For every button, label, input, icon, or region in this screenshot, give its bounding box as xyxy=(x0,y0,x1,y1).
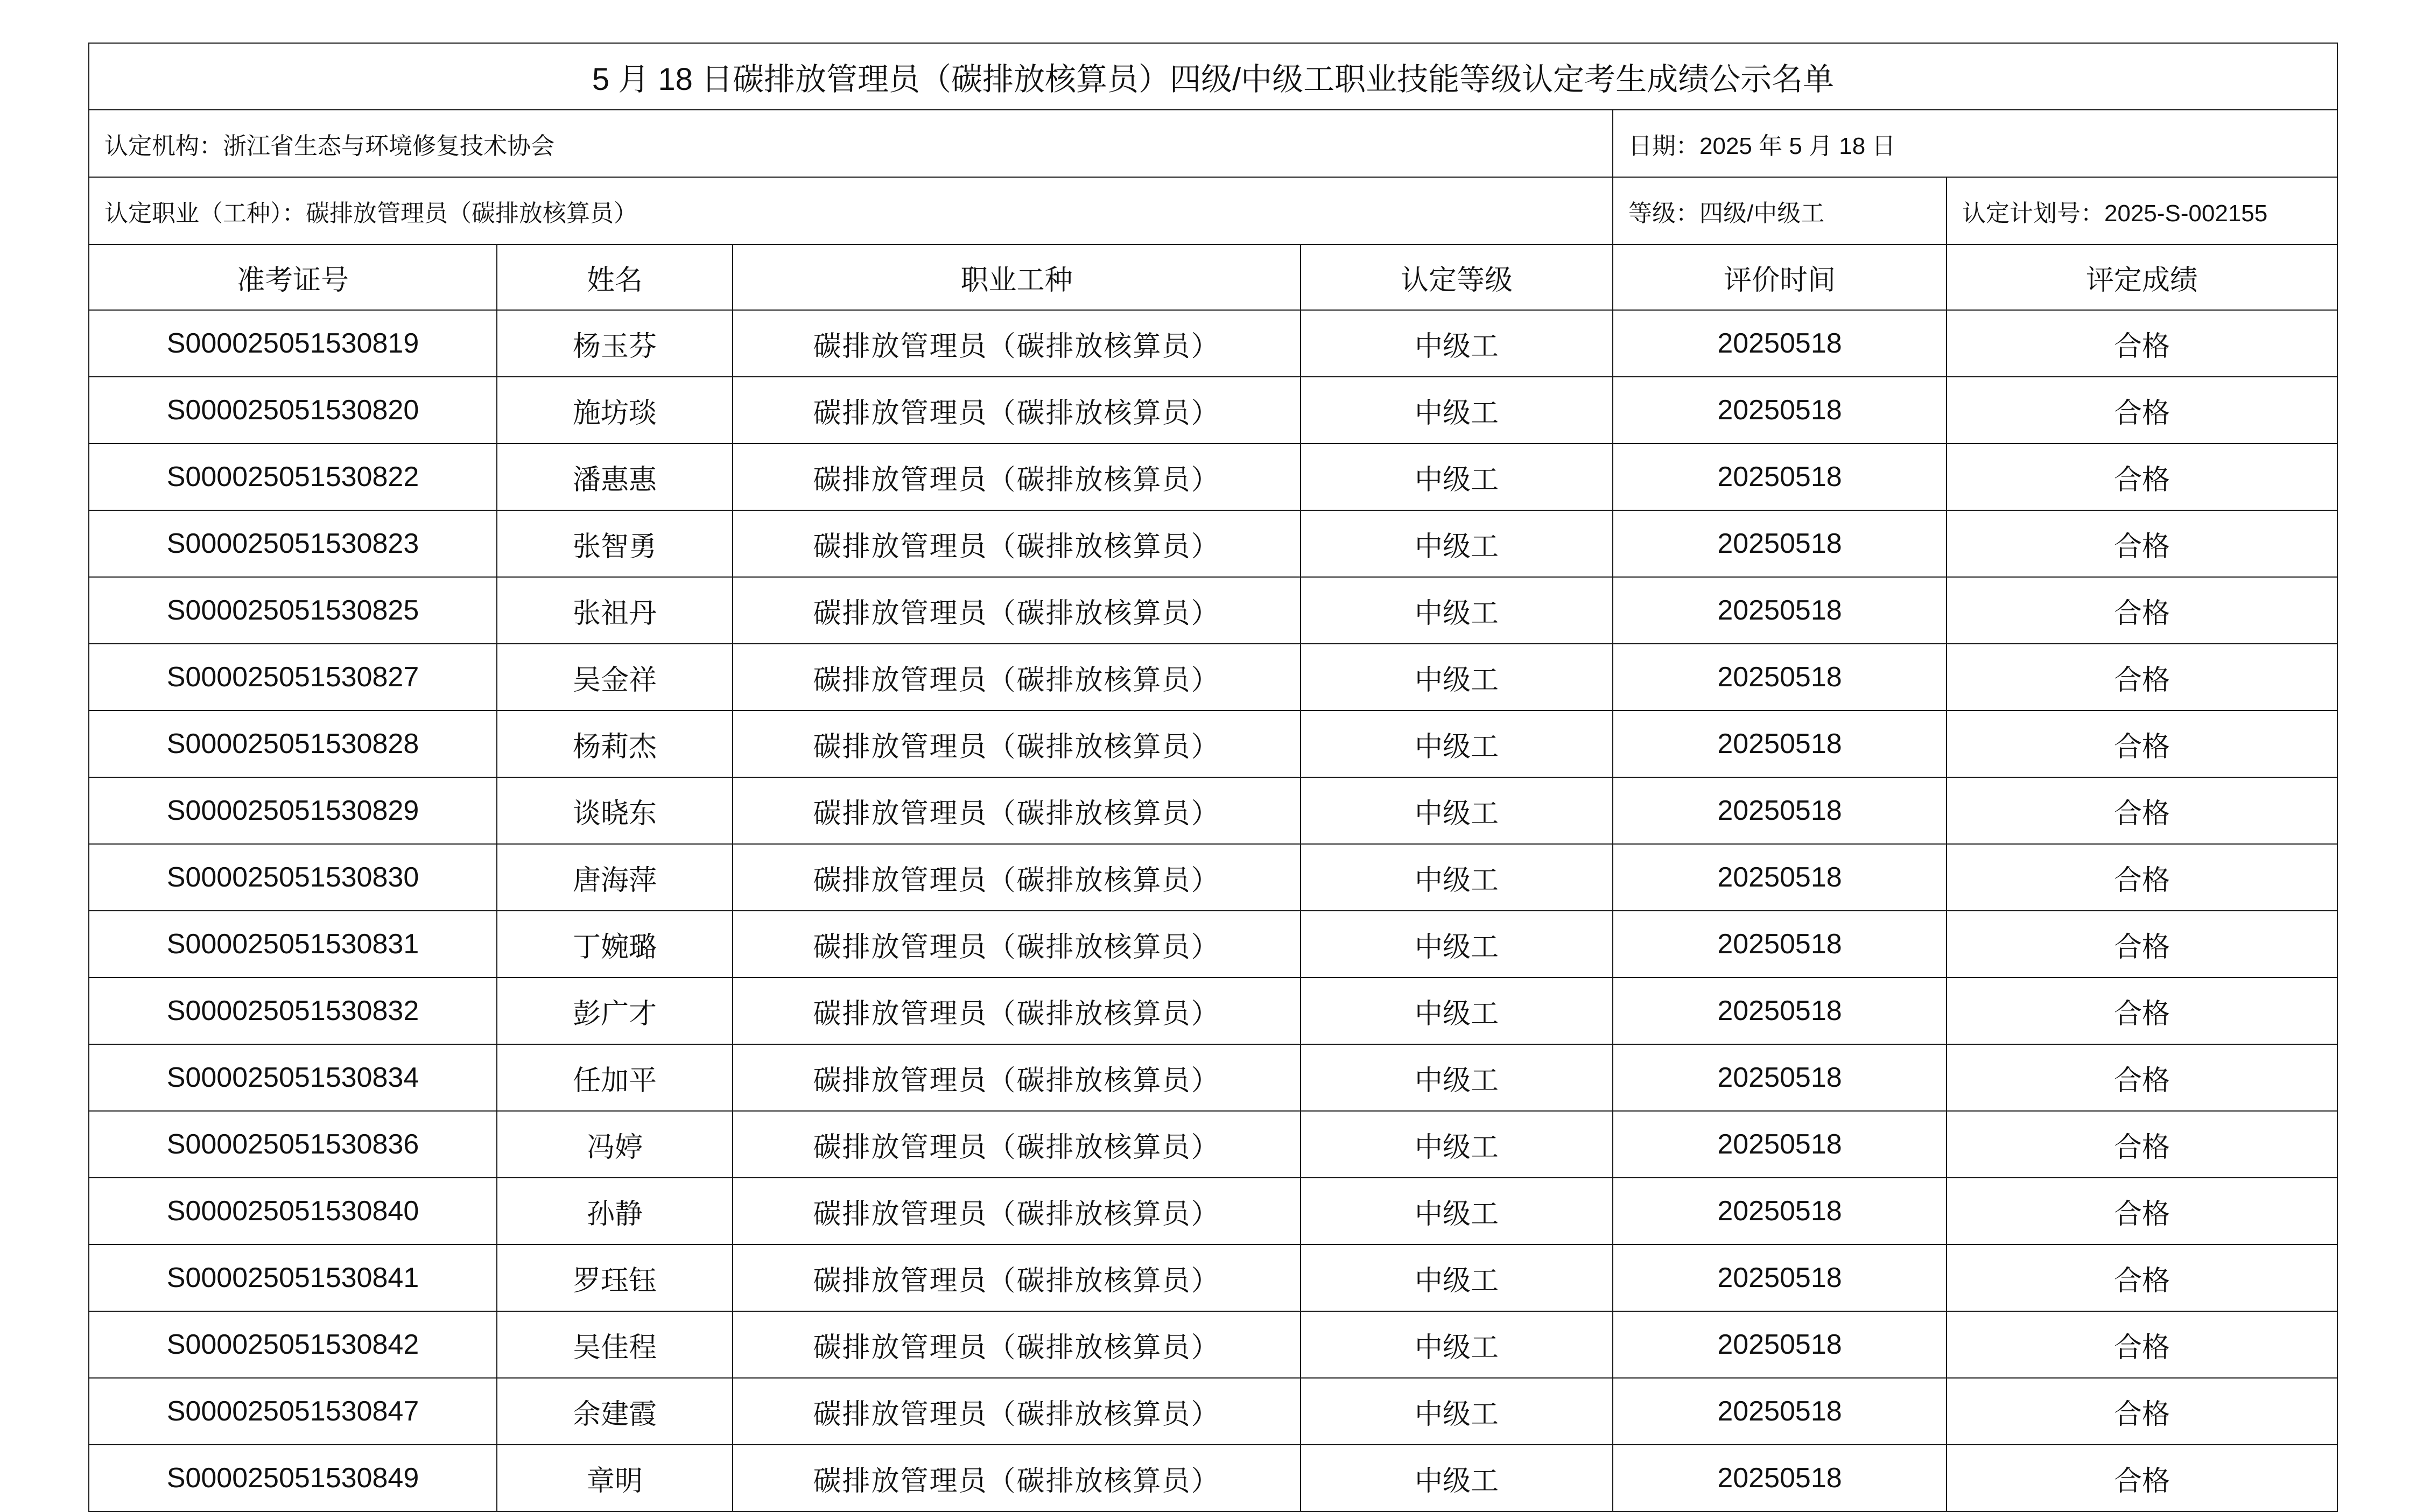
candidate-name-cell: 罗珏钰 xyxy=(497,1244,733,1311)
table-row xyxy=(89,1244,2337,1311)
level-cell: 中级工 xyxy=(1301,1311,1613,1378)
level-cell: 中级工 xyxy=(1301,1445,1613,1511)
ticket-number-cell: S000025051530832 xyxy=(89,977,497,1044)
level-cell: 中级工 xyxy=(1301,1178,1613,1244)
candidate-name-cell: 张祖丹 xyxy=(497,577,733,644)
evaluation-time-cell: 20250518 xyxy=(1613,711,1947,777)
level-cell: 中级工 xyxy=(1301,510,1613,577)
occupation-cell: 碳排放管理员（碳排放核算员） xyxy=(733,911,1301,977)
header-level: 认定等级 xyxy=(1301,244,1613,310)
table-row xyxy=(89,911,2337,977)
result-cell: 合格 xyxy=(1947,1445,2337,1511)
meta-row-occupation xyxy=(89,177,2337,244)
evaluation-time-cell: 20250518 xyxy=(1613,377,1947,444)
evaluation-time-cell: 20250518 xyxy=(1613,444,1947,510)
level-cell: 中级工 xyxy=(1301,1111,1613,1178)
result-cell: 合格 xyxy=(1947,577,2337,644)
table-row xyxy=(89,1378,2337,1445)
result-cell: 合格 xyxy=(1947,777,2337,844)
result-cell: 合格 xyxy=(1947,911,2337,977)
candidate-name-cell: 杨莉杰 xyxy=(497,711,733,777)
level-cell: 中级工 xyxy=(1301,977,1613,1044)
level-cell: 中级工 xyxy=(1301,1378,1613,1445)
table-row xyxy=(89,1311,2337,1378)
candidate-name-cell: 冯婷 xyxy=(497,1111,733,1178)
result-cell: 合格 xyxy=(1947,310,2337,377)
result-cell: 合格 xyxy=(1947,644,2337,711)
table-row xyxy=(89,1044,2337,1111)
candidate-name-cell: 丁婉璐 xyxy=(497,911,733,977)
occupation-cell: 碳排放管理员（碳排放核算员） xyxy=(733,377,1301,444)
evaluation-time-cell: 20250518 xyxy=(1613,310,1947,377)
occupation-cell: 碳排放管理员（碳排放核算员） xyxy=(733,510,1301,577)
ticket-number-cell: S000025051530819 xyxy=(89,310,497,377)
header-evaluation-time: 评价时间 xyxy=(1613,244,1947,310)
result-cell: 合格 xyxy=(1947,1311,2337,1378)
table-row xyxy=(89,844,2337,911)
result-cell: 合格 xyxy=(1947,510,2337,577)
candidate-name-cell: 孙静 xyxy=(497,1178,733,1244)
ticket-number-cell: S000025051530828 xyxy=(89,711,497,777)
occupation-cell: 碳排放管理员（碳排放核算员） xyxy=(733,310,1301,377)
certifying-organization: 认定机构：浙江省生态与环境修复技术协会 xyxy=(89,110,1613,177)
candidate-name-cell: 张智勇 xyxy=(497,510,733,577)
occupation-cell: 碳排放管理员（碳排放核算员） xyxy=(733,1445,1301,1511)
candidate-name-cell: 施坊琰 xyxy=(497,377,733,444)
column-header-row xyxy=(89,244,2337,310)
header-name: 姓名 xyxy=(497,244,733,310)
evaluation-time-cell: 20250518 xyxy=(1613,977,1947,1044)
occupation-cell: 碳排放管理员（碳排放核算员） xyxy=(733,444,1301,510)
candidate-name-cell: 任加平 xyxy=(497,1044,733,1111)
result-cell: 合格 xyxy=(1947,1111,2337,1178)
evaluation-time-cell: 20250518 xyxy=(1613,1378,1947,1445)
table-row xyxy=(89,310,2337,377)
candidate-name-cell: 吴佳程 xyxy=(497,1311,733,1378)
evaluation-time-cell: 20250518 xyxy=(1613,911,1947,977)
table-row xyxy=(89,1445,2337,1511)
ticket-number-cell: S000025051530842 xyxy=(89,1311,497,1378)
level-cell: 中级工 xyxy=(1301,644,1613,711)
result-cell: 合格 xyxy=(1947,1244,2337,1311)
result-cell: 合格 xyxy=(1947,377,2337,444)
ticket-number-cell: S000025051530830 xyxy=(89,844,497,911)
candidate-name-cell: 杨玉芬 xyxy=(497,310,733,377)
occupation-cell: 碳排放管理员（碳排放核算员） xyxy=(733,1311,1301,1378)
table-row xyxy=(89,377,2337,444)
candidate-name-cell: 谈晓东 xyxy=(497,777,733,844)
result-cell: 合格 xyxy=(1947,977,2337,1044)
candidate-name-cell: 章明 xyxy=(497,1445,733,1511)
level-cell: 中级工 xyxy=(1301,711,1613,777)
document-title: 5 月 18 日碳排放管理员（碳排放核算员）四级/中级工职业技能等级认定考生成绩公示名单 xyxy=(89,43,2337,110)
table-row xyxy=(89,1178,2337,1244)
occupation-cell: 碳排放管理员（碳排放核算员） xyxy=(733,1111,1301,1178)
ticket-number-cell: S000025051530847 xyxy=(89,1378,497,1445)
header-occupation: 职业工种 xyxy=(733,244,1301,310)
evaluation-time-cell: 20250518 xyxy=(1613,1178,1947,1244)
table-row xyxy=(89,711,2337,777)
table-row xyxy=(89,577,2337,644)
table-row xyxy=(89,777,2337,844)
evaluation-time-cell: 20250518 xyxy=(1613,1311,1947,1378)
occupation-cell: 碳排放管理员（碳排放核算员） xyxy=(733,711,1301,777)
ticket-number-cell: S000025051530827 xyxy=(89,644,497,711)
level-cell: 中级工 xyxy=(1301,1244,1613,1311)
candidate-name-cell: 余建霞 xyxy=(497,1378,733,1445)
evaluation-time-cell: 20250518 xyxy=(1613,777,1947,844)
ticket-number-cell: S000025051530841 xyxy=(89,1244,497,1311)
level-cell: 中级工 xyxy=(1301,1044,1613,1111)
meta-row-org xyxy=(89,110,2337,177)
level-cell: 中级工 xyxy=(1301,377,1613,444)
level-cell: 中级工 xyxy=(1301,911,1613,977)
result-cell: 合格 xyxy=(1947,1044,2337,1111)
ticket-number-cell: S000025051530836 xyxy=(89,1111,497,1178)
candidate-name-cell: 彭广才 xyxy=(497,977,733,1044)
table-row xyxy=(89,444,2337,510)
result-cell: 合格 xyxy=(1947,1178,2337,1244)
candidate-name-cell: 潘惠惠 xyxy=(497,444,733,510)
evaluation-time-cell: 20250518 xyxy=(1613,510,1947,577)
candidate-name-cell: 唐海萍 xyxy=(497,844,733,911)
ticket-number-cell: S000025051530820 xyxy=(89,377,497,444)
ticket-number-cell: S000025051530834 xyxy=(89,1044,497,1111)
table-row xyxy=(89,977,2337,1044)
occupation-cell: 碳排放管理员（碳排放核算员） xyxy=(733,844,1301,911)
ticket-number-cell: S000025051530822 xyxy=(89,444,497,510)
occupation-cell: 碳排放管理员（碳排放核算员） xyxy=(733,1178,1301,1244)
header-ticket-number: 准考证号 xyxy=(89,244,497,310)
level-cell: 中级工 xyxy=(1301,444,1613,510)
evaluation-time-cell: 20250518 xyxy=(1613,577,1947,644)
candidate-name-cell: 吴金祥 xyxy=(497,644,733,711)
occupation-cell: 碳排放管理员（碳排放核算员） xyxy=(733,777,1301,844)
ticket-number-cell: S000025051530825 xyxy=(89,577,497,644)
occupation-cell: 碳排放管理员（碳排放核算员） xyxy=(733,1244,1301,1311)
evaluation-time-cell: 20250518 xyxy=(1613,1445,1947,1511)
occupation-cell: 碳排放管理员（碳排放核算员） xyxy=(733,577,1301,644)
occupation-cell: 碳排放管理员（碳排放核算员） xyxy=(733,644,1301,711)
evaluation-time-cell: 20250518 xyxy=(1613,1244,1947,1311)
ticket-number-cell: S000025051530829 xyxy=(89,777,497,844)
ticket-number-cell: S000025051530831 xyxy=(89,911,497,977)
table-row xyxy=(89,644,2337,711)
title-row xyxy=(89,43,2337,110)
level-cell: 中级工 xyxy=(1301,777,1613,844)
evaluation-time-cell: 20250518 xyxy=(1613,644,1947,711)
result-cell: 合格 xyxy=(1947,444,2337,510)
occupation-cell: 碳排放管理员（碳排放核算员） xyxy=(733,1378,1301,1445)
exam-date: 日期：2025 年 5 月 18 日 xyxy=(1613,110,2337,177)
evaluation-time-cell: 20250518 xyxy=(1613,1111,1947,1178)
result-cell: 合格 xyxy=(1947,844,2337,911)
table-row xyxy=(89,510,2337,577)
evaluation-time-cell: 20250518 xyxy=(1613,1044,1947,1111)
header-result: 评定成绩 xyxy=(1947,244,2337,310)
result-cell: 合格 xyxy=(1947,1378,2337,1445)
occupation-cell: 碳排放管理员（碳排放核算员） xyxy=(733,977,1301,1044)
certification-level: 等级：四级/中级工 xyxy=(1613,177,1947,244)
level-cell: 中级工 xyxy=(1301,310,1613,377)
ticket-number-cell: S000025051530823 xyxy=(89,510,497,577)
ticket-number-cell: S000025051530849 xyxy=(89,1445,497,1511)
evaluation-time-cell: 20250518 xyxy=(1613,844,1947,911)
occupation-type: 认定职业（工种）：碳排放管理员（碳排放核算员） xyxy=(89,177,1613,244)
result-cell: 合格 xyxy=(1947,711,2337,777)
level-cell: 中级工 xyxy=(1301,844,1613,911)
plan-number: 认定计划号：2025-S-002155 xyxy=(1947,177,2337,244)
ticket-number-cell: S000025051530840 xyxy=(89,1178,497,1244)
occupation-cell: 碳排放管理员（碳排放核算员） xyxy=(733,1044,1301,1111)
level-cell: 中级工 xyxy=(1301,577,1613,644)
table-row xyxy=(89,1111,2337,1178)
results-table xyxy=(88,43,2338,1512)
